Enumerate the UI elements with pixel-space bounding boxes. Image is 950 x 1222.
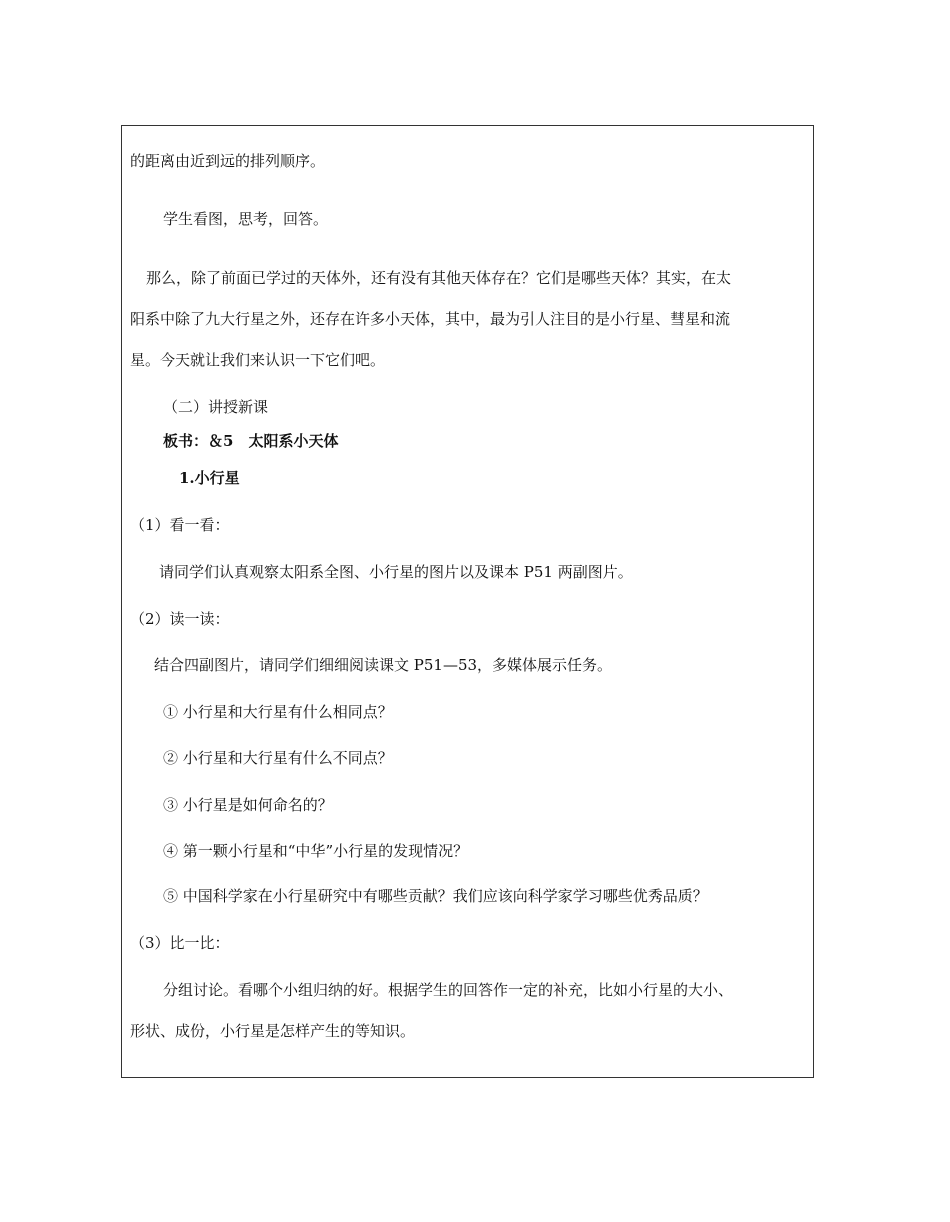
text-line-3: 那么，除了前面已学过的天体外，还有没有其他天体存在？它们是哪些天体？其实，在太	[146, 269, 732, 287]
step-read-text: 结合四副图片，请同学们细细阅读课文 P51—53，多媒体展示任务。	[154, 656, 613, 674]
step-look-text: 请同学们认真观察太阳系全图、小行星的图片以及课本 P51 两副图片。	[159, 563, 633, 581]
task-item-2: ② 小行星和大行星有什么不同点？	[163, 749, 393, 767]
step-compare-text-2: 形状、成份，小行星是怎样产生的等知识。	[130, 1022, 416, 1040]
blackboard-title: 板书：＆5 太阳系小天体	[163, 432, 339, 450]
subsection-title: 1.小行星	[179, 469, 240, 487]
step-compare-text-1: 分组讨论。看哪个小组归纳的好。根据学生的回答作一定的补充，比如小行星的大小、	[163, 981, 734, 999]
text-line-1: 的距离由近到远的排列顺序。	[130, 152, 326, 170]
text-line-5: 星。今天就让我们来认识一下它们吧。	[130, 351, 386, 369]
task-item-5: ⑤ 中国科学家在小行星研究中有哪些贡献？我们应该向科学家学习哪些优秀品质？	[163, 887, 708, 905]
step-look: （1）看一看：	[130, 516, 230, 534]
task-item-4: ④ 第一颗小行星和“中华”小行星的发现情况？	[163, 842, 469, 860]
text-line-4: 阳系中除了九大行星之外，还存在许多小天体，其中，最为引人注目的是小行星、彗星和流	[130, 310, 731, 328]
task-item-3: ③ 小行星是如何命名的？	[163, 796, 333, 814]
step-read: （2）读一读：	[130, 610, 230, 628]
text-line-2: 学生看图，思考，回答。	[163, 210, 329, 228]
task-item-1: ① 小行星和大行星有什么相同点？	[163, 703, 393, 721]
section-heading: （二）讲授新课	[163, 398, 269, 416]
step-compare: （3）比一比：	[130, 934, 230, 952]
